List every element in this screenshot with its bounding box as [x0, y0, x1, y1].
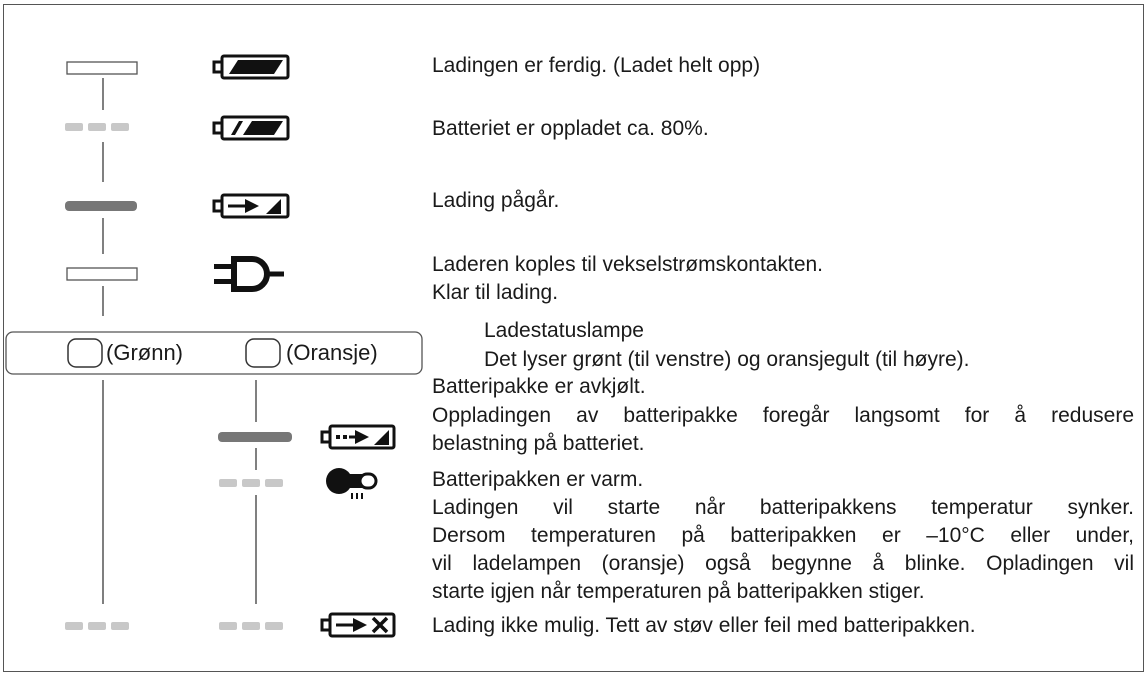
thermometer-icon — [326, 468, 376, 499]
status-text-80: Batteriet er oppladet ca. 80%. — [432, 117, 709, 140]
status-text-cooled-line2: Oppladingen av batteripakke foregår langsomt for å redusere — [432, 404, 1134, 427]
battery-full-icon — [214, 56, 288, 78]
green-lamp-label: (Grønn) — [106, 340, 183, 365]
orange-lamp-blinking — [219, 622, 283, 630]
orange-lamp-blinking — [219, 479, 283, 487]
ac-plug-icon — [214, 259, 284, 289]
status-text-warm-line2: Ladingen vil starte når batteripakkens temperatur synker. — [432, 496, 1134, 519]
battery-charging-icon — [214, 195, 288, 217]
orange-lamp-label: (Oransje) — [286, 340, 378, 365]
green-lamp-off — [65, 201, 137, 211]
orange-lamp-icon — [246, 339, 280, 367]
battery-80-icon — [214, 117, 288, 139]
status-text-warm-line3: Dersom temperaturen på batteripakken er –10°C eller under, — [432, 524, 1134, 547]
status-text-charging: Lading pågår. — [432, 189, 560, 212]
legend-title: Ladestatuslampe — [484, 319, 644, 342]
status-text-ready-line1: Laderen koples til vekselstrømskontakten. — [432, 253, 824, 276]
status-text-full: Ladingen er ferdig. (Ladet helt opp) — [432, 54, 761, 77]
battery-error-icon — [322, 614, 394, 636]
status-text-warm-line1: Batteripakken er varm. — [432, 468, 644, 491]
legend-description: Det lyser grønt (til venstre) og oransjegult (til høyre). — [484, 348, 970, 371]
status-text-warm-line4: vil ladelampen (oransje) også begynne å blinke. Opladingen vil — [432, 552, 1134, 575]
battery-slow-charge-icon — [322, 426, 394, 448]
status-text-ready-line2: Klar til lading. — [432, 281, 559, 304]
status-text-error: Lading ikke mulig. Tett av støv eller feil med batteripakken. — [432, 614, 976, 637]
status-text-cooled-line1: Batteripakke er avkjølt. — [432, 375, 646, 398]
orange-lamp-off — [218, 432, 292, 442]
status-text-warm-line5: starte igjen når temperaturen på batteripakken stiger. — [432, 580, 925, 603]
green-lamp-on — [67, 62, 137, 74]
green-lamp-blinking — [65, 123, 129, 131]
status-text-cooled-line3: belastning på batteriet. — [432, 432, 645, 455]
green-lamp-icon — [68, 339, 102, 367]
green-lamp-blinking — [65, 622, 129, 630]
green-lamp-on — [67, 268, 137, 280]
